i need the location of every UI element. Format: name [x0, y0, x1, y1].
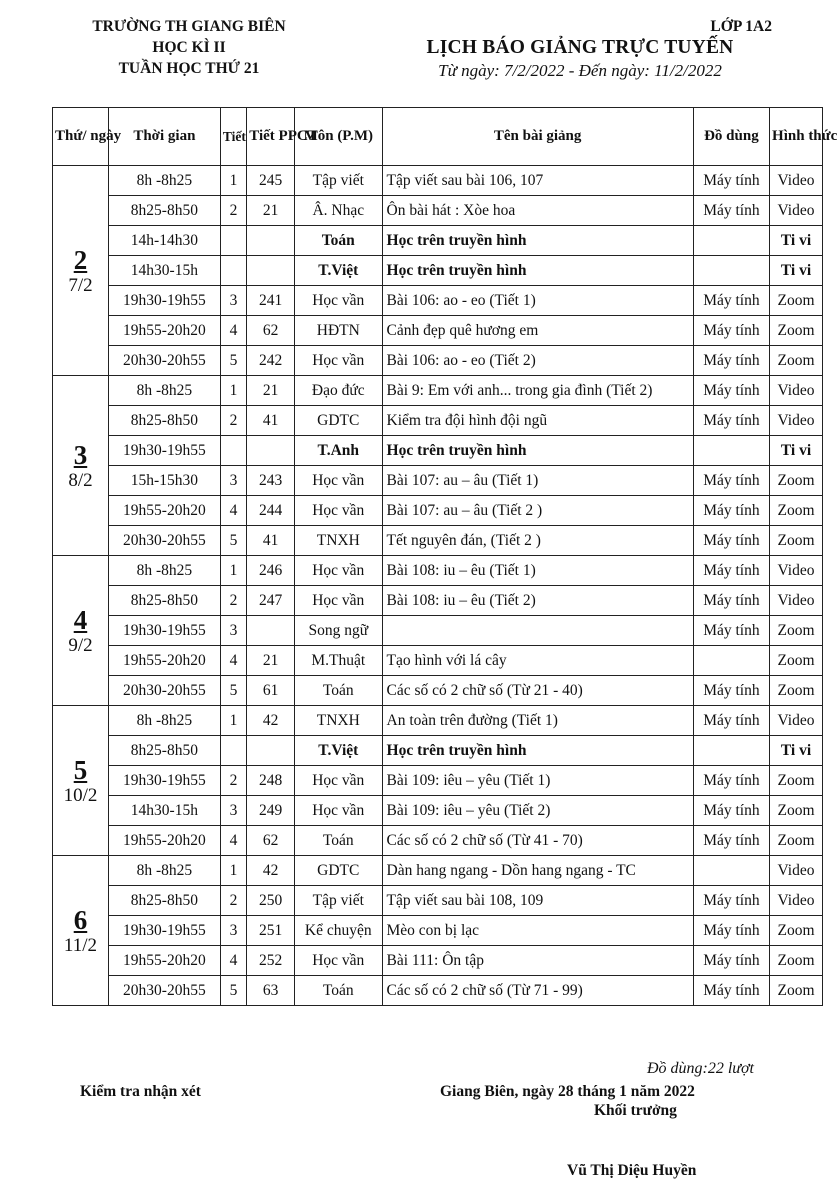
cell-time: 8h -8h25	[108, 376, 220, 406]
cell-equipment: Máy tính	[693, 976, 769, 1006]
cell-format: Ti vi	[770, 736, 823, 766]
cell-ppct	[247, 736, 295, 766]
cell-subject: TNXH	[295, 706, 382, 736]
cell-ppct: 247	[247, 586, 295, 616]
cell-format: Video	[770, 706, 823, 736]
cell-time: 8h -8h25	[108, 706, 220, 736]
cell-day	[53, 856, 109, 1006]
cell-equipment: Máy tính	[693, 616, 769, 646]
day-number: 6	[73, 904, 88, 935]
table-row	[53, 466, 823, 496]
cell-period: 5	[220, 976, 246, 1006]
cell-ppct: 251	[247, 916, 295, 946]
cell-ppct: 244	[247, 496, 295, 526]
cell-lesson: Bài 107: au – âu (Tiết 1)	[382, 466, 693, 496]
cell-lesson: Tạo hình với lá cây	[382, 646, 693, 676]
cell-time: 14h-14h30	[108, 226, 220, 256]
cell-format: Video	[770, 166, 823, 196]
table-row	[53, 886, 823, 916]
cell-time: 19h30-19h55	[108, 616, 220, 646]
cell-format: Zoom	[770, 796, 823, 826]
cell-period: 1	[220, 706, 246, 736]
cell-period: 5	[220, 526, 246, 556]
cell-subject: GDTC	[295, 406, 382, 436]
table-row	[53, 376, 823, 406]
cell-subject: Song ngữ	[295, 616, 382, 646]
cell-subject: Toán	[295, 976, 382, 1006]
cell-time: 8h25-8h50	[108, 586, 220, 616]
cell-lesson: An toàn trên đường (Tiết 1)	[382, 706, 693, 736]
cell-time: 8h -8h25	[108, 556, 220, 586]
table-row	[53, 916, 823, 946]
sign-role: Khối trưởng	[594, 1102, 677, 1119]
cell-period: 3	[220, 796, 246, 826]
cell-lesson: Học trên truyền hình	[382, 436, 693, 466]
cell-day	[53, 556, 109, 706]
table-row	[53, 316, 823, 346]
cell-ppct: 62	[247, 826, 295, 856]
table-row	[53, 946, 823, 976]
school-name: TRƯỜNG TH GIANG BIÊN	[92, 18, 286, 35]
cell-format: Zoom	[770, 616, 823, 646]
cell-time: 19h30-19h55	[108, 766, 220, 796]
cell-day	[53, 166, 109, 376]
cell-ppct: 21	[247, 196, 295, 226]
cell-time: 8h25-8h50	[108, 196, 220, 226]
cell-subject: Tập viết	[295, 886, 382, 916]
cell-equipment: Máy tính	[693, 526, 769, 556]
table-row	[53, 196, 823, 226]
cell-subject: Học vần	[295, 346, 382, 376]
cell-time: 8h -8h25	[108, 856, 220, 886]
cell-day	[53, 706, 109, 856]
header-subject: Môn (P.M)	[295, 108, 382, 166]
header-ppct: Tiết PPCT	[247, 108, 295, 166]
cell-subject: M.Thuật	[295, 646, 382, 676]
schedule-table	[52, 107, 838, 1006]
header-period: Tiết	[220, 108, 246, 166]
cell-equipment: Máy tính	[693, 916, 769, 946]
cell-ppct: 243	[247, 466, 295, 496]
cell-equipment: Máy tính	[693, 826, 769, 856]
cell-equipment: Máy tính	[693, 946, 769, 976]
cell-time: 14h30-15h	[108, 796, 220, 826]
cell-time: 8h -8h25	[108, 166, 220, 196]
day-date: 10/2	[63, 784, 98, 806]
cell-period: 2	[220, 196, 246, 226]
cell-ppct: 246	[247, 556, 295, 586]
sign-name: Vũ Thị Diệu Huyền	[567, 1162, 697, 1179]
cell-ppct	[247, 436, 295, 466]
cell-time: 8h25-8h50	[108, 736, 220, 766]
cell-lesson: Bài 9: Em với anh... trong gia đình (Tiết 2)	[382, 376, 693, 406]
cell-period: 3	[220, 286, 246, 316]
table-row	[53, 706, 823, 736]
cell-ppct: 21	[247, 376, 295, 406]
cell-format: Zoom	[770, 346, 823, 376]
cell-period: 1	[220, 376, 246, 406]
day-date: 7/2	[68, 274, 93, 296]
cell-format: Zoom	[770, 316, 823, 346]
cell-lesson: Các số có 2 chữ số (Từ 71 - 99)	[382, 976, 693, 1006]
cell-lesson: Mèo con bị lạc	[382, 916, 693, 946]
cell-lesson: Các số có 2 chữ số (Từ 21 - 40)	[382, 676, 693, 706]
class-label: LỚP 1A2	[710, 18, 772, 35]
cell-time: 8h25-8h50	[108, 886, 220, 916]
cell-time: 19h30-19h55	[108, 286, 220, 316]
sign-place-date: Giang Biên, ngày 28 tháng 1 năm 2022	[440, 1083, 695, 1100]
cell-period: 3	[220, 616, 246, 646]
cell-subject: Toán	[295, 826, 382, 856]
cell-lesson: Học trên truyền hình	[382, 256, 693, 286]
cell-equipment	[693, 856, 769, 886]
cell-equipment	[693, 646, 769, 676]
cell-period	[220, 256, 246, 286]
cell-period: 3	[220, 466, 246, 496]
cell-lesson: Bài 106: ao - eo (Tiết 2)	[382, 346, 693, 376]
cell-period: 4	[220, 316, 246, 346]
document-title: LỊCH BÁO GIẢNG TRỰC TUYẾN	[426, 37, 734, 58]
cell-lesson: Bài 108: iu – êu (Tiết 2)	[382, 586, 693, 616]
cell-period: 2	[220, 406, 246, 436]
cell-period: 3	[220, 916, 246, 946]
cell-lesson: Bài 109: iêu – yêu (Tiết 2)	[382, 796, 693, 826]
table-row	[53, 556, 823, 586]
cell-ppct	[247, 256, 295, 286]
cell-ppct: 249	[247, 796, 295, 826]
table-row	[53, 676, 823, 706]
cell-lesson: Các số có 2 chữ số (Từ 41 - 70)	[382, 826, 693, 856]
cell-equipment: Máy tính	[693, 586, 769, 616]
cell-equipment: Máy tính	[693, 766, 769, 796]
cell-ppct: 245	[247, 166, 295, 196]
cell-equipment: Máy tính	[693, 166, 769, 196]
cell-ppct	[247, 616, 295, 646]
header-lesson: Tên bài giảng	[382, 108, 693, 166]
cell-format: Video	[770, 406, 823, 436]
cell-format: Video	[770, 556, 823, 586]
table-row	[53, 256, 823, 286]
cell-equipment: Máy tính	[693, 346, 769, 376]
cell-lesson: Bài 106: ao - eo (Tiết 1)	[382, 286, 693, 316]
cell-lesson: Cảnh đẹp quê hương em	[382, 316, 693, 346]
cell-subject: HĐTN	[295, 316, 382, 346]
cell-format: Zoom	[770, 496, 823, 526]
cell-format: Zoom	[770, 946, 823, 976]
cell-equipment: Máy tính	[693, 886, 769, 916]
cell-ppct: 62	[247, 316, 295, 346]
cell-subject: Học vần	[295, 946, 382, 976]
table-row	[53, 436, 823, 466]
cell-equipment: Máy tính	[693, 316, 769, 346]
cell-subject: Tập viết	[295, 166, 382, 196]
table-row	[53, 166, 823, 196]
cell-subject: Học vần	[295, 466, 382, 496]
cell-subject: Học vần	[295, 586, 382, 616]
cell-format: Video	[770, 886, 823, 916]
table-row	[53, 286, 823, 316]
cell-lesson: Bài 109: iêu – yêu (Tiết 1)	[382, 766, 693, 796]
table-row	[53, 856, 823, 886]
cell-period	[220, 736, 246, 766]
cell-subject: Â. Nhạc	[295, 196, 382, 226]
cell-ppct: 42	[247, 856, 295, 886]
cell-period: 2	[220, 586, 246, 616]
cell-time: 20h30-20h55	[108, 526, 220, 556]
cell-subject: T.Anh	[295, 436, 382, 466]
cell-lesson: Bài 108: iu – êu (Tiết 1)	[382, 556, 693, 586]
cell-equipment	[693, 226, 769, 256]
cell-ppct: 41	[247, 406, 295, 436]
table-row	[53, 526, 823, 556]
cell-format: Ti vi	[770, 256, 823, 286]
cell-format: Zoom	[770, 976, 823, 1006]
cell-subject: T.Việt	[295, 256, 382, 286]
cell-subject: Toán	[295, 676, 382, 706]
cell-period: 4	[220, 496, 246, 526]
date-range: Từ ngày: 7/2/2022 - Đến ngày: 11/2/2022	[438, 61, 722, 80]
cell-format: Zoom	[770, 646, 823, 676]
cell-ppct: 242	[247, 346, 295, 376]
cell-period	[220, 226, 246, 256]
cell-lesson: Học trên truyền hình	[382, 736, 693, 766]
cell-subject: Học vần	[295, 796, 382, 826]
cell-time: 19h30-19h55	[108, 436, 220, 466]
cell-day	[53, 376, 109, 556]
day-number: 2	[73, 244, 88, 275]
cell-format: Video	[770, 196, 823, 226]
cell-format: Ti vi	[770, 226, 823, 256]
table-row	[53, 496, 823, 526]
week-label: TUẦN HỌC THỨ 21	[118, 60, 260, 77]
cell-period: 5	[220, 676, 246, 706]
table-row	[53, 226, 823, 256]
cell-period: 2	[220, 886, 246, 916]
cell-subject: TNXH	[295, 526, 382, 556]
cell-subject: GDTC	[295, 856, 382, 886]
day-date: 11/2	[63, 934, 97, 956]
cell-subject: T.Việt	[295, 736, 382, 766]
cell-lesson: Kiểm tra đội hình đội ngũ	[382, 406, 693, 436]
cell-period: 1	[220, 856, 246, 886]
cell-lesson: Tập viết sau bài 106, 107	[382, 166, 693, 196]
cell-time: 14h30-15h	[108, 256, 220, 286]
cell-ppct: 248	[247, 766, 295, 796]
cell-period: 1	[220, 556, 246, 586]
cell-ppct: 241	[247, 286, 295, 316]
cell-lesson: Ôn bài hát : Xòe hoa	[382, 196, 693, 226]
cell-equipment: Máy tính	[693, 556, 769, 586]
cell-ppct: 42	[247, 706, 295, 736]
cell-equipment	[693, 736, 769, 766]
cell-equipment: Máy tính	[693, 286, 769, 316]
table-row	[53, 736, 823, 766]
cell-format: Zoom	[770, 766, 823, 796]
cell-subject: Học vần	[295, 286, 382, 316]
cell-period	[220, 436, 246, 466]
cell-format: Video	[770, 586, 823, 616]
cell-time: 19h55-20h20	[108, 316, 220, 346]
cell-format: Video	[770, 856, 823, 886]
cell-period: 1	[220, 166, 246, 196]
cell-time: 15h-15h30	[108, 466, 220, 496]
cell-equipment	[693, 256, 769, 286]
cell-time: 20h30-20h55	[108, 976, 220, 1006]
equipment-count: Đồ dùng:22 lượt	[646, 1060, 754, 1077]
cell-ppct: 63	[247, 976, 295, 1006]
cell-equipment: Máy tính	[693, 196, 769, 226]
cell-period: 4	[220, 826, 246, 856]
semester-label: HỌC KÌ II	[152, 39, 226, 56]
cell-subject: Học vần	[295, 766, 382, 796]
cell-ppct: 61	[247, 676, 295, 706]
cell-period: 4	[220, 946, 246, 976]
cell-subject: Học vần	[295, 496, 382, 526]
table-row	[53, 406, 823, 436]
cell-time: 19h55-20h20	[108, 646, 220, 676]
cell-equipment: Máy tính	[693, 796, 769, 826]
cell-equipment: Máy tính	[693, 496, 769, 526]
cell-time: 19h55-20h20	[108, 496, 220, 526]
day-number: 3	[73, 439, 88, 470]
cell-time: 20h30-20h55	[108, 346, 220, 376]
cell-subject: Toán	[295, 226, 382, 256]
table-row	[53, 976, 823, 1006]
cell-time: 8h25-8h50	[108, 406, 220, 436]
cell-format: Zoom	[770, 916, 823, 946]
table-row	[53, 586, 823, 616]
cell-period: 5	[220, 346, 246, 376]
cell-ppct: 41	[247, 526, 295, 556]
day-number: 4	[73, 604, 88, 635]
cell-equipment: Máy tính	[693, 466, 769, 496]
header-day: Thứ/ ngày	[53, 108, 109, 166]
cell-format: Ti vi	[770, 436, 823, 466]
cell-ppct: 21	[247, 646, 295, 676]
cell-lesson: Bài 111: Ôn tập	[382, 946, 693, 976]
cell-ppct	[247, 226, 295, 256]
cell-time: 20h30-20h55	[108, 676, 220, 706]
header-equipment: Đồ dùng	[693, 108, 769, 166]
table-row	[53, 766, 823, 796]
cell-subject: Học vần	[295, 556, 382, 586]
cell-lesson: Học trên truyền hình	[382, 226, 693, 256]
table-row	[53, 646, 823, 676]
table-header-row	[53, 108, 823, 166]
day-date: 9/2	[68, 634, 93, 656]
cell-ppct: 252	[247, 946, 295, 976]
table-row	[53, 346, 823, 376]
header-format: Hình thức	[770, 108, 823, 166]
cell-format: Zoom	[770, 526, 823, 556]
cell-lesson: Tết nguyên đán, (Tiết 2 )	[382, 526, 693, 556]
schedule-body	[53, 166, 823, 1006]
table-row	[53, 616, 823, 646]
header-time: Thời gian	[108, 108, 220, 166]
cell-equipment	[693, 436, 769, 466]
cell-lesson	[382, 616, 693, 646]
cell-format: Zoom	[770, 466, 823, 496]
review-label: Kiểm tra nhận xét	[80, 1083, 201, 1100]
cell-ppct: 250	[247, 886, 295, 916]
cell-time: 19h55-20h20	[108, 946, 220, 976]
day-date: 8/2	[68, 469, 93, 491]
cell-format: Zoom	[770, 676, 823, 706]
cell-lesson: Tập viết sau bài 108, 109	[382, 886, 693, 916]
cell-period: 4	[220, 646, 246, 676]
cell-lesson: Bài 107: au – âu (Tiết 2 )	[382, 496, 693, 526]
cell-format: Zoom	[770, 826, 823, 856]
cell-time: 19h30-19h55	[108, 916, 220, 946]
cell-subject: Đạo đức	[295, 376, 382, 406]
table-row	[53, 826, 823, 856]
cell-format: Video	[770, 376, 823, 406]
cell-lesson: Dàn hang ngang - Dồn hang ngang - TC	[382, 856, 693, 886]
cell-time: 19h55-20h20	[108, 826, 220, 856]
table-row	[53, 796, 823, 826]
day-number: 5	[73, 754, 88, 785]
cell-equipment: Máy tính	[693, 706, 769, 736]
cell-period: 2	[220, 766, 246, 796]
cell-equipment: Máy tính	[693, 676, 769, 706]
cell-equipment: Máy tính	[693, 376, 769, 406]
cell-subject: Kể chuyện	[295, 916, 382, 946]
cell-equipment: Máy tính	[693, 406, 769, 436]
cell-format: Zoom	[770, 286, 823, 316]
